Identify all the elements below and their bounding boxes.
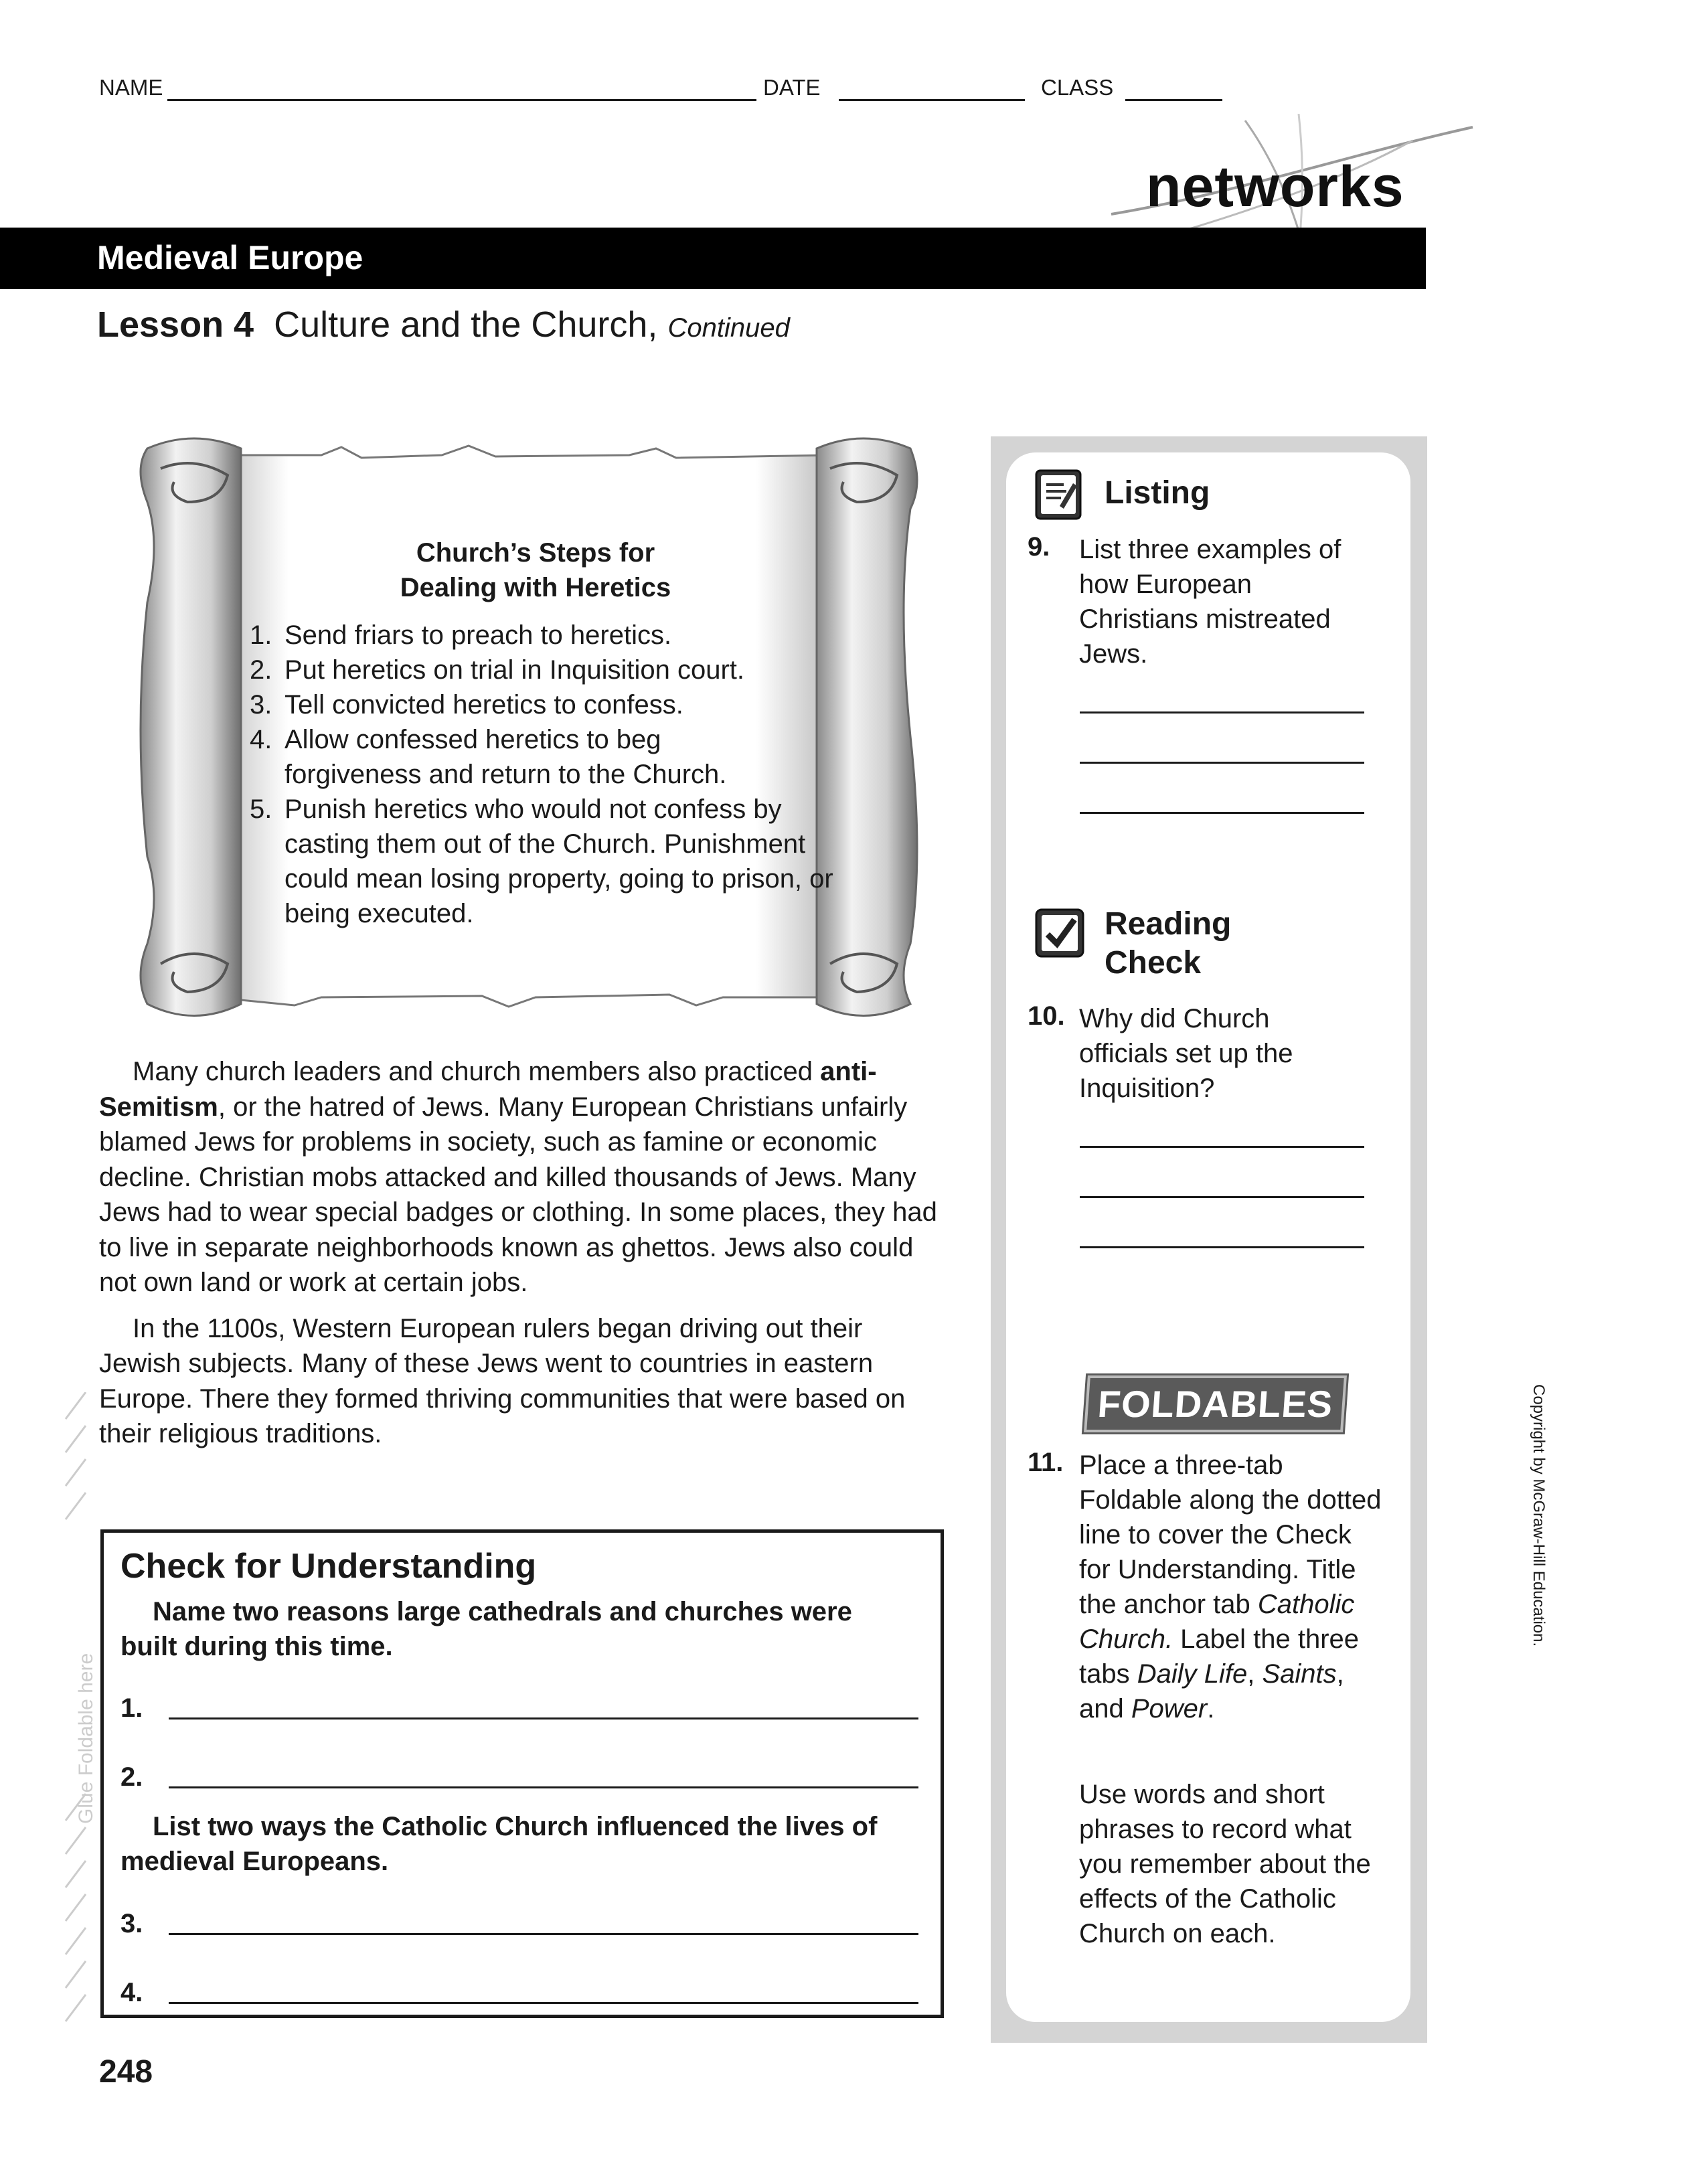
q11-tab-daily-life: Daily Life [1137, 1659, 1248, 1689]
paragraph-anti-semitism [99, 1054, 951, 1300]
q11-part-c: , [1247, 1659, 1263, 1689]
answer-line-9a[interactable] [1080, 711, 1364, 713]
question-11-text [1079, 1448, 1387, 1726]
page-number: 248 [99, 2054, 153, 2090]
answer-line-1[interactable] [169, 1717, 918, 1719]
q11-anchor-tab-title: Catholic Church. [1079, 1590, 1355, 1654]
check-prompt-1: Name two reasons large cathedrals and churches were built during this time. [120, 1597, 852, 1661]
check-prompt-2: List two ways the Catholic Church influenced the lives of medieval Europeans. [120, 1812, 878, 1876]
q11-tab-saints: Saints [1262, 1659, 1337, 1689]
question-number-10: 10. [1028, 1001, 1065, 1031]
list-item [250, 722, 780, 792]
step-number: 3. [250, 690, 272, 720]
term-anti-semitism: anti-Semitism [99, 1057, 877, 1122]
list-item [250, 792, 860, 931]
copyright-notice: Copyright by McGraw-Hill Education. [1530, 1384, 1548, 1647]
question-9-text: List three examples of how European Christians mistreated Jews. [1079, 535, 1342, 669]
question-11-instructions: Use words and short phrases to record what you remember about the effects of the Catholic Church on each. [1079, 1780, 1371, 1948]
q11-part-b: Label the three tabs [1079, 1624, 1360, 1689]
step-text: Send friars to preach to heretics. [284, 620, 672, 650]
name-label: NAME [99, 75, 163, 100]
step-number: 5. [250, 794, 272, 824]
answer-line-3[interactable] [169, 1933, 918, 1935]
networks-logo: networks [1146, 155, 1404, 219]
answer-number-3: 3. [120, 1909, 143, 1938]
answer-line-2[interactable] [169, 1786, 918, 1788]
answer-line-10a[interactable] [1080, 1146, 1364, 1148]
foldables-logo: FOLDABLES [1084, 1375, 1347, 1432]
q11-tab-power: Power [1131, 1694, 1208, 1724]
answer-line-9c[interactable] [1080, 812, 1364, 814]
answer-line-9b[interactable] [1080, 762, 1364, 764]
question-number-9: 9. [1028, 532, 1050, 562]
step-text: Punish heretics who would not confess by casting them out of the Church. Punishment could mean losing property, going to prison, or being executed. [284, 794, 833, 928]
question-10-text: Why did Church officials set up the Inquisition? [1079, 1004, 1293, 1103]
lesson-title: Culture and the Church, [274, 305, 658, 345]
lesson-number: Lesson 4 [97, 305, 254, 345]
step-text: Tell convicted heretics to confess. [284, 690, 683, 720]
p1-start: Many church leaders and church members also practiced [133, 1057, 821, 1086]
heretic-steps-list [250, 618, 833, 931]
body-text [99, 1054, 951, 1462]
list-item [250, 618, 825, 653]
date-label: DATE [763, 75, 821, 100]
step-number: 2. [250, 655, 272, 685]
class-field[interactable] [1125, 99, 1222, 101]
reading-check-heading [1105, 905, 1231, 983]
name-field[interactable] [167, 99, 756, 101]
q11-part-d: , and [1079, 1659, 1344, 1724]
question-number-11: 11. [1028, 1448, 1064, 1477]
answer-line-4[interactable] [169, 2002, 918, 2004]
paragraph-expulsion: In the 1100s, Western European rulers began driving out their Jewish subjects. Many of these Jews went to countries in eastern Europe. There they formed thriving communities that were based on their religious traditions. [99, 1313, 906, 1448]
answer-number-4: 4. [120, 1978, 143, 2007]
glue-foldable-label: Glue Foldable here [75, 1653, 97, 1824]
checkmark-icon [1034, 908, 1085, 958]
answer-number-1: 1. [120, 1693, 143, 1723]
step-number: 1. [250, 620, 272, 650]
check-title: Check for Understanding [120, 1547, 537, 1586]
scroll-title-line1: Church’s Steps for [416, 538, 655, 568]
list-item [250, 653, 825, 687]
listing-heading: Listing [1105, 475, 1210, 511]
step-text: Put heretics on trial in Inquisition court. [284, 655, 745, 685]
lesson-heading [97, 304, 790, 345]
class-label: CLASS [1041, 75, 1114, 100]
answer-number-2: 2. [120, 1762, 143, 1792]
step-number: 4. [250, 725, 272, 754]
reading-check-line2: Check [1105, 945, 1202, 981]
chapter-title: Medieval Europe [97, 239, 363, 276]
date-field[interactable] [839, 99, 1025, 101]
q11-part-a: Place a three-tab Foldable along the dotted line to cover the Check for Understanding. Title the anchor tab [1079, 1450, 1382, 1619]
scroll-title-line2: Dealing with Heretics [400, 573, 671, 602]
reading-check-line1: Reading [1105, 906, 1232, 942]
answer-line-10c[interactable] [1080, 1246, 1364, 1248]
listing-icon [1034, 469, 1082, 521]
continued-label: Continued [667, 313, 790, 343]
answer-line-10b[interactable] [1080, 1196, 1364, 1198]
q11-part-e: . [1207, 1694, 1215, 1724]
step-text: Allow confessed heretics to beg forgiveness and return to the Church. [284, 725, 727, 789]
p1-rest: , or the hatred of Jews. Many European Christians unfairly blamed Jews for problems in society, such as famine or economic decline. Christian mobs attacked and killed thousands of Jews. Many Jews had to wear special badges or clothing. In some places, they had to live in separate neighborhoods known as ghettos. Jews also could not own land or work at certain jobs. [99, 1092, 937, 1297]
list-item [250, 687, 825, 722]
scroll-title [335, 535, 736, 605]
